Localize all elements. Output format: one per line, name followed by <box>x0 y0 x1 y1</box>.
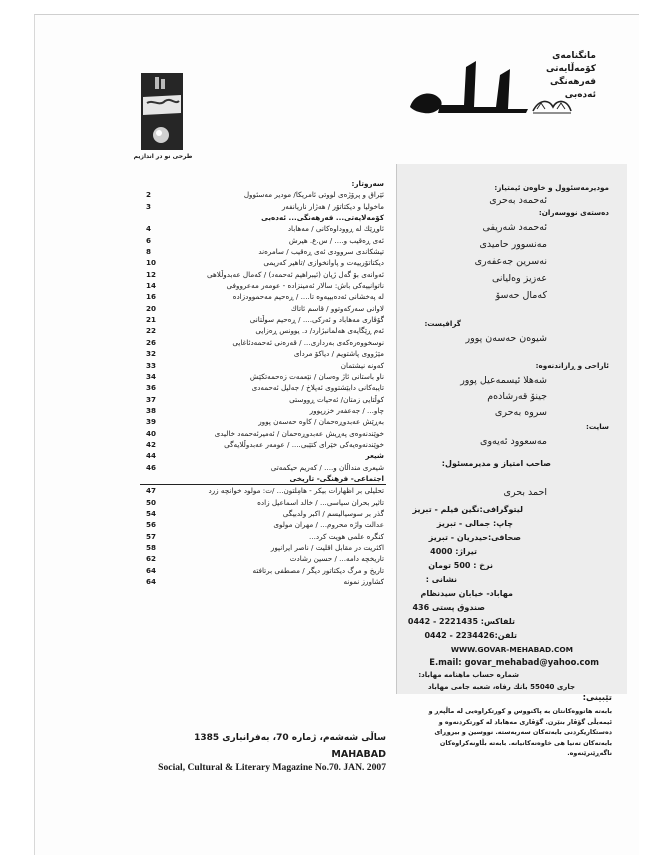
toc-row <box>140 269 386 280</box>
toc-title: ئەی ڕەقیب و.... / س.ع. هیرش <box>288 235 384 245</box>
toc-page-number: 20 <box>146 303 157 313</box>
writers-label: دەستەی نووسەران: <box>538 208 609 217</box>
cover-thumbnail <box>141 73 183 150</box>
toc-row <box>140 508 386 519</box>
toc-row <box>140 337 386 348</box>
circulation: تیراژ: 4000 <box>430 547 477 556</box>
print-line: چاپ: جمالی - تبریز <box>436 519 513 528</box>
toc-row <box>140 497 386 508</box>
toc-title: تاثیر بحران سیاسی... / خالد اسماعیل زاده <box>257 497 384 507</box>
toc-page-number: 32 <box>146 349 157 359</box>
toc-title: گذر بر سوسیالیسم / اكبر ولدبیگی <box>282 508 384 518</box>
graphics-label: گرافیست: <box>424 319 461 328</box>
masthead-line: فەرهەنگی <box>550 77 596 87</box>
toc-title: چاو... / جەعفەر خزرپوور <box>309 405 384 415</box>
toc-page-number: 37 <box>146 394 157 404</box>
bank-account: جاری 55040 بانك رفاه، شعبه جامی مهاباد <box>427 683 575 691</box>
toc-title: گۆڤاری مەهاباد و ئەركی.... / ڕەحیم سوڵتانی <box>249 315 384 325</box>
masthead-line: ئەدەبی <box>564 90 596 100</box>
city-name: MAHABAD <box>331 749 386 760</box>
toc-row <box>140 246 386 257</box>
writer-name: كەمال حەسۆ <box>495 290 547 301</box>
toc-title: بەڕێش عەبدوڕەحمان / كاوە حەسەن پوور <box>258 417 384 427</box>
toc-page-number: 40 <box>146 428 157 438</box>
masthead-line: كۆمەڵایەتی <box>546 64 596 74</box>
toc-row <box>140 257 386 268</box>
toc-title: مێژووی پاشتویم / دیاكۆ مردای <box>293 349 384 359</box>
seal-emblem <box>531 95 573 115</box>
address-label: نشانی : <box>425 575 457 584</box>
toc-row <box>140 394 386 405</box>
table-of-contents <box>140 178 386 587</box>
toc-title: كوڵتایی زمتان/ ئەحیات ڕووستی <box>289 394 384 404</box>
notice-title: تێبینی: <box>582 693 612 703</box>
license-holder-name: احمد بحری <box>503 487 547 498</box>
cover-caption: طرحی نو در اندازیم <box>133 153 193 160</box>
toc-row <box>140 212 386 223</box>
toc-row <box>140 485 386 496</box>
toc-row <box>140 405 386 416</box>
mahabad-logo <box>404 55 532 117</box>
owner-label: مودیرمەسئوول و خاوەن ئیمتیاز: <box>494 183 609 192</box>
toc-row <box>140 450 386 461</box>
toc-title: كەونە نیشتمان <box>340 360 384 370</box>
toc-title: دیكتاتۆرییەت و پاوانخوازی /تاهیر كەریمی <box>263 258 384 268</box>
toc-title: نوسخووەرەكەی بەرداری... / قەرەنی ئەحمەدئاغایی <box>232 337 384 347</box>
toc-title: خوێندنەوەیەكی خێرای كتێبی.... / عومەر عەبدوڵلایەگی <box>224 439 384 449</box>
toc-title: تایبەكانی دابێشتووی ئەپلاخ / جەلیل ئەحمەدی <box>251 383 384 393</box>
toc-page-number: 54 <box>146 508 157 518</box>
toc-row <box>140 371 386 382</box>
toc-page-number: 33 <box>146 360 157 370</box>
toc-page-number: 58 <box>146 543 157 552</box>
toc-title: اكثریت در مقابل اقلیت / ناصر ایرانپور <box>270 543 384 552</box>
toc-page-number: 2 <box>146 190 152 200</box>
toc-row <box>140 542 386 553</box>
toc-title: تاریخچه دامه... / حسین رشادت <box>289 554 384 564</box>
toc-title: ئاوڕێك لە ڕووداوەكانی / مەهاباد <box>287 224 384 234</box>
writer-name: ئەحمەد شەریفی <box>482 222 547 233</box>
toc-page-number: 34 <box>146 371 157 381</box>
toc-page-number: 4 <box>146 224 152 234</box>
account-label: شماره حساب ماهنامه مهاباد: <box>418 671 519 679</box>
cover-art <box>141 73 183 150</box>
toc-page-number: 64 <box>146 577 157 587</box>
toc-title: كۆمەلایەتی... فەرهەنگی... ئەدەبی <box>261 213 384 223</box>
toc-row <box>140 416 386 427</box>
print-line: صحافی:حیدریان - تبریز <box>428 533 521 542</box>
toc-title: خوێندنەوەی پەڕیش عەبدوڕەحمان / ئەمیرئەحمەد خالیدی <box>214 428 384 438</box>
toc-page-number: 26 <box>146 337 157 347</box>
phone-number: تلفن:2234426 - 0442 <box>424 631 517 640</box>
fax-number: تلفاكس: 2221435 - 0442 <box>407 617 515 626</box>
masthead-line: مانگنامەی <box>552 51 596 61</box>
toc-page-number: 21 <box>146 315 157 325</box>
toc-title: تاریخ و مرگ دیكتاتور دیگر / مصطفی برتافته <box>252 565 384 575</box>
writer-name: نەسرین جەعفەری <box>474 256 547 267</box>
price: نرخ : 500 تومان <box>428 561 493 570</box>
toc-page-number: 6 <box>146 235 152 245</box>
magazine-title-en: Social, Cultural & Literary Magazine No.70. JAN. 2007 <box>158 762 386 773</box>
toc-row <box>140 348 386 359</box>
toc-page-number: 8 <box>146 247 152 257</box>
toc-page-number: 14 <box>146 281 157 291</box>
email-link[interactable]: E.mail: govar_mehabad@yahoo.com <box>429 657 599 667</box>
toc-title: سەروتار: <box>351 179 384 188</box>
toc-page-number: 47 <box>146 486 157 496</box>
toc-row <box>140 303 386 314</box>
toc-title: ئێراق و پرۆژەی لووتی ئامریكا/ مودیر مەسئوول <box>243 190 384 200</box>
toc-row <box>140 428 386 439</box>
toc-title: عدالت واژه محروم... / مهران مولوی <box>273 520 384 530</box>
toc-page-number: 64 <box>146 565 157 575</box>
toc-page-number: 62 <box>146 554 157 564</box>
toc-page-number: 42 <box>146 439 157 449</box>
toc-title: اجتماعی- فرهنگی- تاریخی <box>289 473 384 483</box>
toc-row <box>140 325 386 336</box>
license-holder-label: صاحب امتیاز و مدیرمسئول: <box>441 459 551 468</box>
toc-title: تحلیلی بر اظهارات بیكر - هامِلتون... /ت: مولود خوانچه زرد <box>208 486 384 496</box>
toc-page-number: 57 <box>146 531 157 541</box>
toc-page-number: 39 <box>146 417 157 427</box>
toc-row <box>140 531 386 542</box>
toc-page-number: 16 <box>146 292 157 302</box>
site-name: مەسعوود ئەیەوی <box>480 436 547 447</box>
designer-name: جینۆ قەرشادەم <box>487 391 547 402</box>
address: مهاباد- خیابان سیدنظام <box>420 589 513 598</box>
toc-row <box>140 553 386 564</box>
toc-row <box>140 360 386 371</box>
toc-title: ماخولیا و دیكتاتۆر / هەژار ناریانفەر <box>281 201 384 211</box>
toc-page-number: 36 <box>146 383 157 393</box>
toc-row <box>140 382 386 393</box>
toc-page-number: 44 <box>146 451 157 461</box>
toc-row <box>140 235 386 246</box>
toc-row <box>140 223 386 234</box>
toc-page-number: 3 <box>146 201 152 211</box>
toc-title: ئەم ڕێگایەی هەلمانبژارد/ د. یوونس ڕەزایی <box>255 326 384 336</box>
owner-name: ئەحمەد بەحری <box>489 195 547 206</box>
toc-page-number: 22 <box>146 326 157 336</box>
website-link[interactable]: WWW.GOVAR-MEHABAD.COM <box>450 645 573 654</box>
toc-row <box>140 201 386 212</box>
toc-row <box>140 576 386 587</box>
credits-panel <box>396 164 627 694</box>
print-line: لیتوگرافی:نگین فیلم - تبریز <box>412 505 523 514</box>
toc-row <box>140 314 386 325</box>
designer-name: سروە بەحری <box>494 407 547 418</box>
writer-name: مەنسوور حامیدی <box>479 239 547 250</box>
writer-name: عەزیز وەلیانی <box>491 273 547 284</box>
toc-title: لە پەخشانی ئەدەبییەوە تا.... / ڕەحیم مەحموودزادە <box>232 292 384 302</box>
toc-row <box>140 439 386 450</box>
toc-title: كشاورز نمونه <box>343 577 384 587</box>
notice-text: بابەتە هاتووەكانتان بە پاكنووس و كورتكراوەیی لە ماڵپەڕ و ئیمەیڵی گۆڤار بنێرن. گۆڤاری مەهاباد لە كورتكردنەوە و دەستكاریكردنی بابەتەكان سەربەستە. نووسین و بیروڕای بابەتەكان تەنیا هی خاوەنەكانیانە. بابەتە بڵاونەكراوەكان ناگەڕێنرێنەوە. <box>428 707 612 758</box>
toc-page-number: 38 <box>146 405 157 415</box>
designer-name: شەهلا ئیسمەعیل پوور <box>460 375 547 386</box>
toc-row <box>140 462 386 473</box>
graphics-name: شیوەن حەسەن پوور <box>465 333 547 344</box>
toc-row <box>140 280 386 291</box>
toc-row <box>140 565 386 576</box>
design-label: ئاراحی و ڕازاندنەوە: <box>535 361 609 370</box>
toc-title: شیعر <box>365 451 384 461</box>
toc-title: ناو باستانی ئاژ وەسان / نێعمەت زەحمەتكێش <box>249 371 384 381</box>
toc-page-number: 46 <box>146 462 157 472</box>
issue-line: ساڵی شەشەم، ژمارە 70، بەفرانباری 1385 <box>194 733 386 743</box>
toc-row <box>140 189 386 200</box>
toc-row <box>140 178 386 189</box>
toc-title: كنگره علمی هویت كرد... <box>309 531 384 541</box>
site-label: سایت: <box>586 422 609 431</box>
toc-row <box>140 473 386 485</box>
toc-page-number: 50 <box>146 497 157 507</box>
toc-title: ناتوانییەكی باش: سالار ئەمینزادە - عومەر مەعرووفی <box>226 281 384 291</box>
po-box: صندوق پستی 436 <box>412 603 485 612</box>
toc-page-number: 56 <box>146 520 157 530</box>
toc-title: شیعری منداڵان و.... / كەریم حیكمەتی <box>270 462 384 472</box>
toc-title: لاوانی سەركەوتوو / قاسم ئاتاك <box>290 303 384 313</box>
toc-page-number: 12 <box>146 269 157 279</box>
toc-title: تیشكاندی سروودی ئەی ڕەقیب / سامرەند <box>258 247 384 257</box>
toc-title: ئەوانەی بۆ گەل ژیان (ئیبراهیم ئەحمەد) / كەمال عەبدوڵلاهی <box>207 269 384 279</box>
toc-row <box>140 291 386 302</box>
toc-row <box>140 519 386 530</box>
toc-page-number: 10 <box>146 258 157 268</box>
